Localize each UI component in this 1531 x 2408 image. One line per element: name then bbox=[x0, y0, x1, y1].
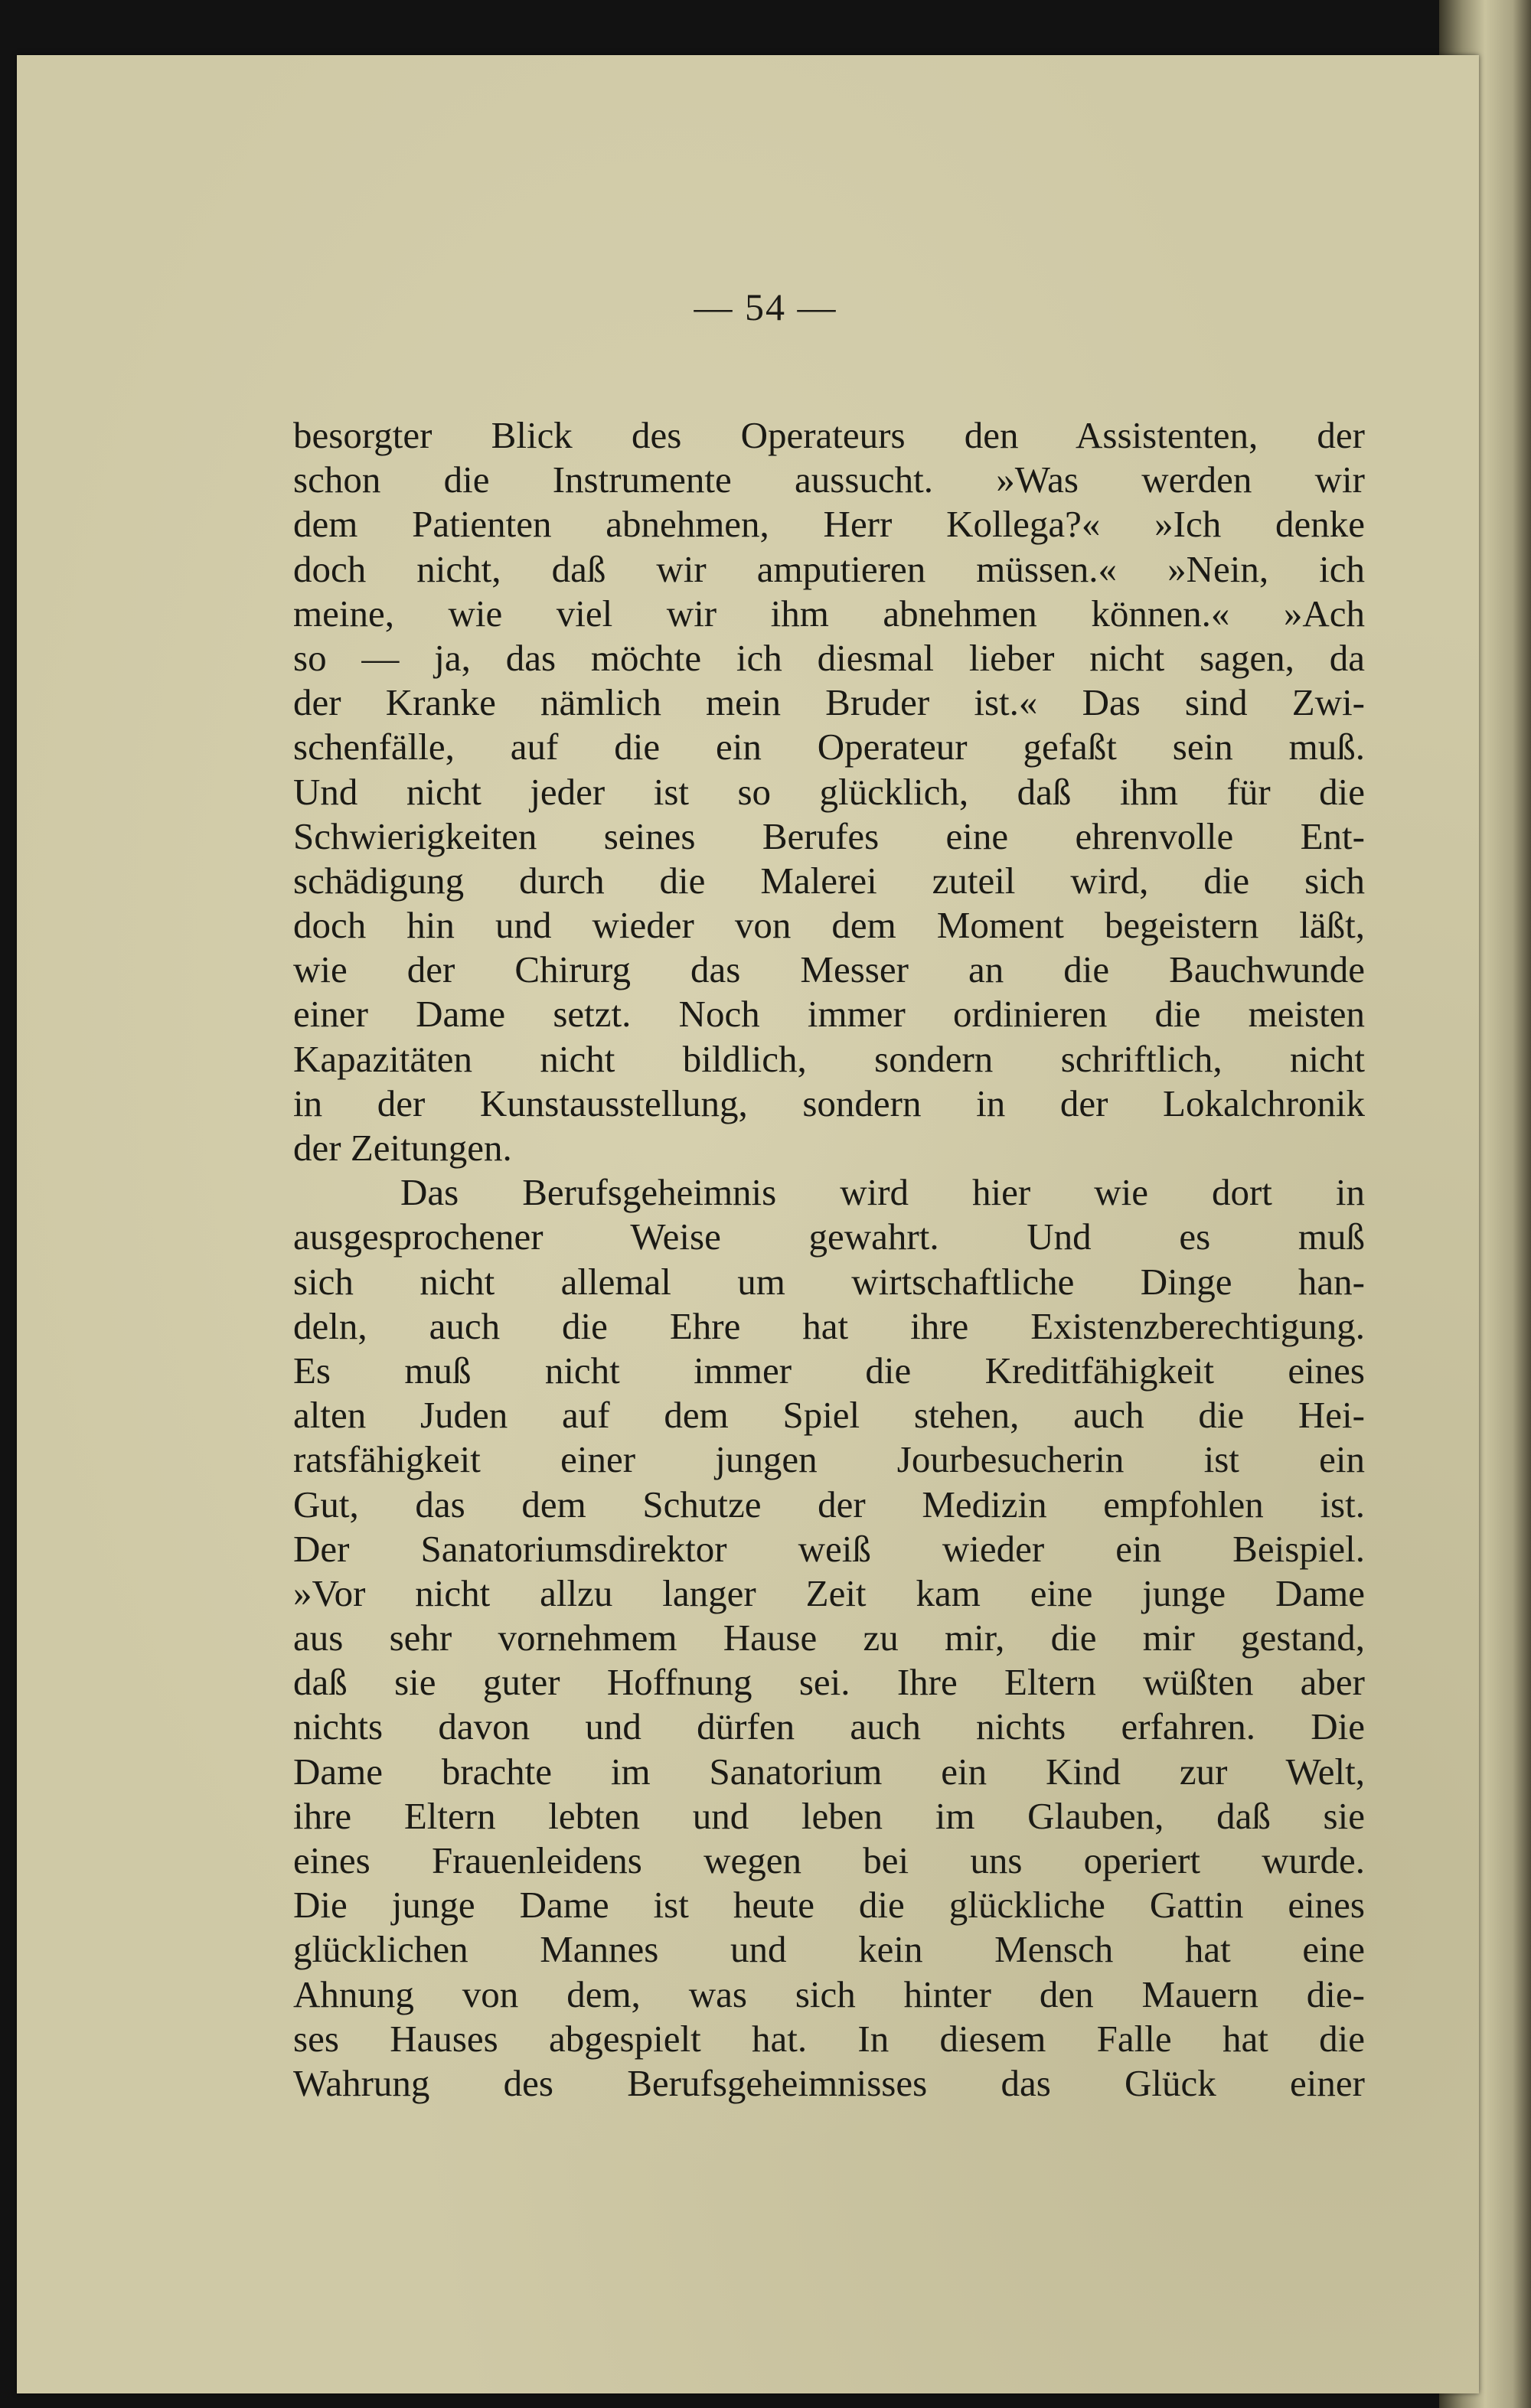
text-line: ihre Eltern lebten und leben im Glauben, daß sie bbox=[293, 1794, 1365, 1837]
text-line: Kapazitäten nicht bildlich, sondern schriftlich, nicht bbox=[293, 1037, 1365, 1080]
text-line: besorgter Blick des Operateurs den Assistenten, der bbox=[293, 414, 1365, 456]
text-line: in der Kunstausstellung, sondern in der Lokalchronik bbox=[293, 1082, 1365, 1124]
text-line: sich nicht allemal um wirtschaftliche Dinge han- bbox=[293, 1260, 1365, 1303]
text-line: doch nicht, daß wir amputieren müssen.« »Nein, ich bbox=[293, 547, 1365, 590]
text-line: einer Dame setzt. Noch immer ordinieren die meisten bbox=[293, 993, 1365, 1036]
text-line: der Kranke nämlich mein Bruder ist.« Das sind Zwi- bbox=[293, 681, 1365, 724]
text-line: Dame brachte im Sanatorium ein Kind zur Welt, bbox=[293, 1750, 1365, 1793]
text-line: Schwierigkeiten seines Berufes eine ehrenvolle Ent- bbox=[293, 814, 1365, 857]
text-line: glücklichen Mannes und kein Mensch hat eine bbox=[293, 1928, 1365, 1971]
text-line: meine, wie viel wir ihm abnehmen können.« »Ach bbox=[293, 592, 1365, 635]
text-line: Der Sanatoriumsdirektor weiß wieder ein Beispiel. bbox=[293, 1527, 1365, 1570]
text-line: so — ja, das möchte ich diesmal lieber nicht sagen, da bbox=[293, 636, 1365, 679]
text-line: der Zeitungen. bbox=[293, 1127, 512, 1169]
text-line: aus sehr vornehmem Hause zu mir, die mir gestand, bbox=[293, 1617, 1365, 1659]
text-line: dem Patienten abnehmen, Herr Kollega?« »Ich denke bbox=[293, 503, 1365, 546]
text-line: deln, auch die Ehre hat ihre Existenzberechtigung. bbox=[293, 1304, 1365, 1347]
text-line: schädigung durch die Malerei zuteil wird, die sich bbox=[293, 859, 1365, 902]
text-line: ratsfähigkeit einer jungen Jourbesucherin ist ein bbox=[293, 1438, 1365, 1481]
text-line: Das Berufsgeheimnis wird hier wie dort in bbox=[400, 1171, 1365, 1214]
text-line: ses Hauses abgespielt hat. In diesem Falle hat die bbox=[293, 2017, 1365, 2060]
text-line: Und nicht jeder ist so glücklich, daß ihm für die bbox=[293, 770, 1365, 813]
text-line: alten Juden auf dem Spiel stehen, auch die Hei- bbox=[293, 1394, 1365, 1437]
text-line: eines Frauenleidens wegen bei uns operiert wurde. bbox=[293, 1839, 1365, 1881]
text-line: schon die Instrumente aussucht. »Was werden wir bbox=[293, 458, 1365, 501]
text-line: Es muß nicht immer die Kreditfähigkeit eines bbox=[293, 1349, 1365, 1392]
text-line: Die junge Dame ist heute die glückliche Gattin eines bbox=[293, 1884, 1365, 1927]
text-line: Wahrung des Berufsgeheimnisses das Glück einer bbox=[293, 2061, 1365, 2104]
text-line: ausgesprochener Weise gewahrt. Und es muß bbox=[293, 1215, 1365, 1258]
text-line: doch hin und wieder von dem Moment begeistern läßt, bbox=[293, 904, 1365, 947]
body-text bbox=[293, 413, 1365, 2106]
text-line: »Vor nicht allzu langer Zeit kam eine junge Dame bbox=[293, 1571, 1365, 1614]
text-line: schenfälle, auf die ein Operateur gefaßt sein muß. bbox=[293, 726, 1365, 768]
text-line: nichts davon und dürfen auch nichts erfahren. Die bbox=[293, 1705, 1365, 1748]
text-line: daß sie guter Hoffnung sei. Ihre Eltern wüßten aber bbox=[293, 1661, 1365, 1704]
text-line: Ahnung von dem, was sich hinter den Mauern die- bbox=[293, 1972, 1365, 2015]
page-number: — 54 — bbox=[694, 286, 837, 328]
text-line: wie der Chirurg das Messer an die Bauchwunde bbox=[293, 948, 1365, 991]
text-line: Gut, das dem Schutze der Medizin empfohlen ist. bbox=[293, 1483, 1365, 1525]
